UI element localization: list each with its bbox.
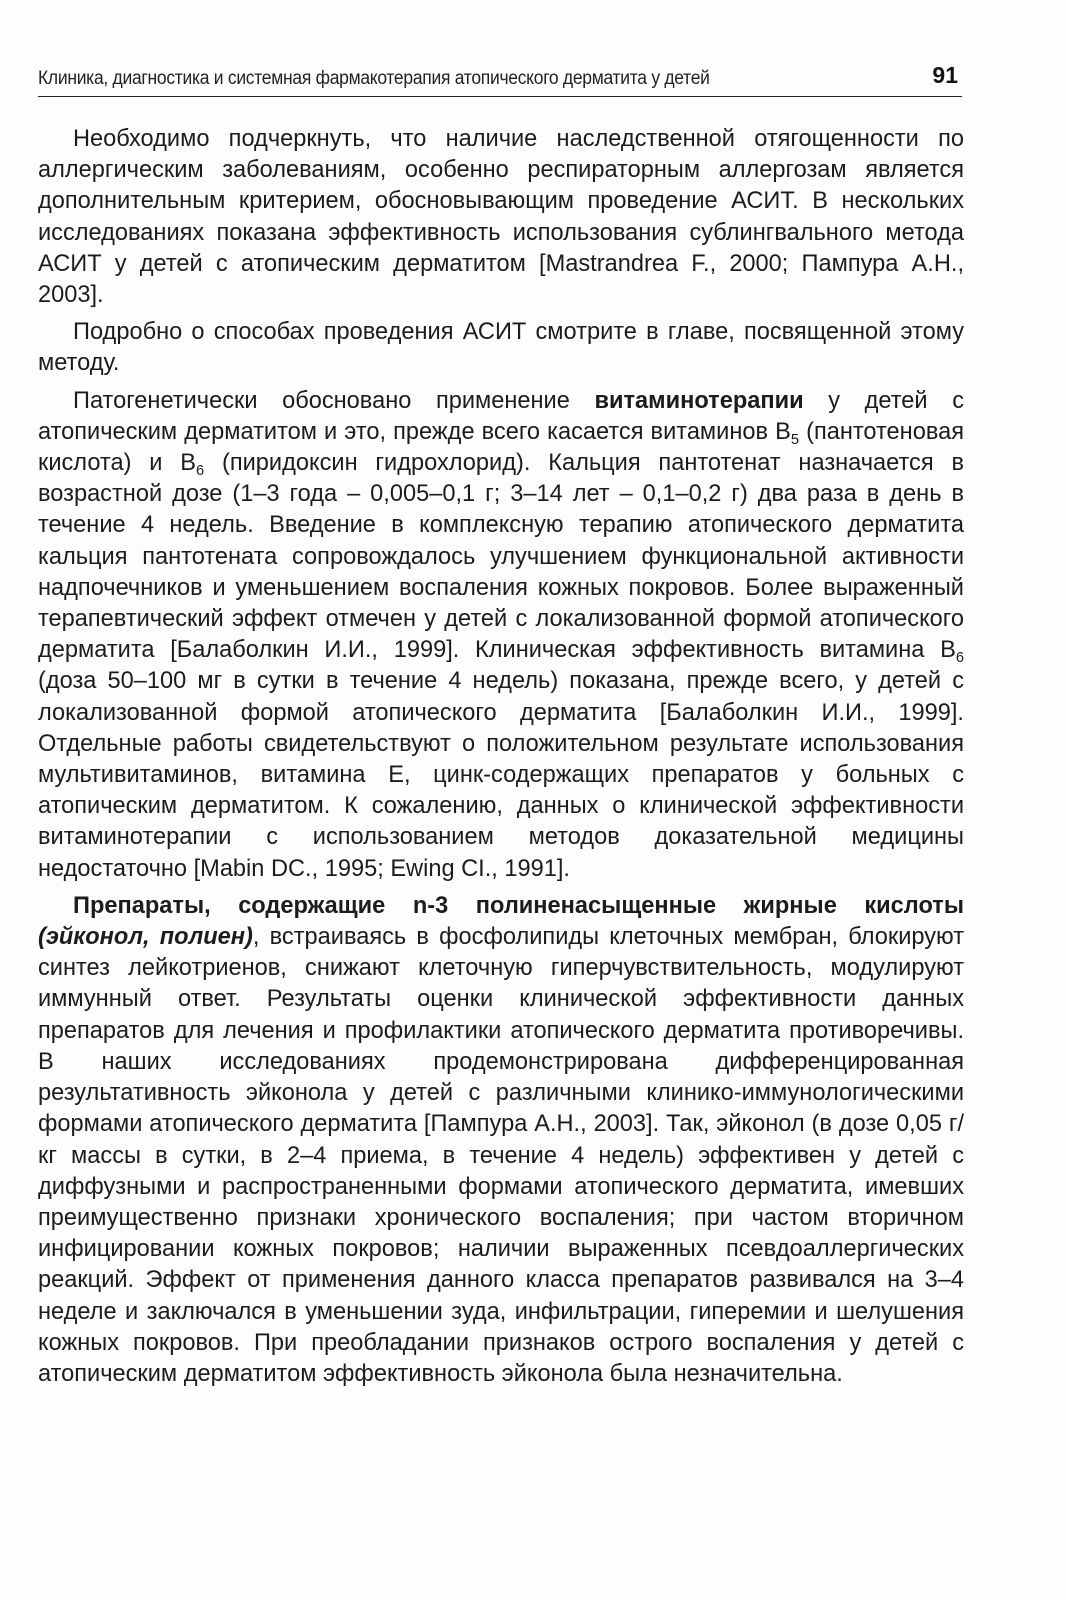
paragraph-vitamin-part3: (пиридоксин гидрохлорид). Кальция пантотенат назначается в возрастной дозе (1–3 года – 0,005–0,1 г; 3–14 лет – 0,1–0,2 г) два раза в день в течение 4 недель. Введение в комплексную терапию атопического дерматита кальция пантотената сопровождалось улучшением функциональной активности надпочечников и уменьшением воспаления кожных покровов. Более выраженный терапевтический эффект отмечен у детей с локализованной формой атопического дерматита [Балаболкин И.И., 1999]. Клиническая эффективность витамина B — [38, 450, 964, 664]
term-eikonol-polien: (эйконол, полиен) — [38, 924, 253, 951]
paragraph-vitamin-part4: (доза 50–100 мг в сутки в течение 4 недель) показана, прежде всего, у детей с локализованной формой атопического дерматита [Балаболкин И.И., 1999]. Отдельные работы свидетельствуют о положительном результате использования мультивитаминов, витамина Е, цинк-содержащих препаратов у больных с атопическим дерматитом. К сожалению, данных о клинической эффективности витаминотерапии с использованием методов доказательной медицины недостаточно [Mabin DC., 1995; Ewing CI., 1991]. — [38, 668, 964, 882]
subscript-b6: 6 — [196, 463, 205, 480]
paragraph-omega3-rest: , встраиваясь в фосфолипиды клеточных мембран, блокируют синтез лейкотриенов, снижают клеточную гиперчувствительность, модулируют иммунный ответ. Результаты оценки клинической эффективности данных препаратов для лечения и профилактики атопического дерматита противоречивы. В наших исследованиях продемонстрирована дифференцированная результативность эйконола у детей с различными клинико-иммунологическими формами атопического дерматита [Пампура А.Н., 2003]. Так, эйконол (в дозе 0,05 г/кг массы в сутки, в 2–4 приема, в течение 4 недель) эффективен у детей с диффузными и распространенными формами атопического дерматита, имевших преимущественно признаки хронического воспаления; при частом вторичном инфицировании кожных покровов; наличии выраженных псевдоаллергических реакций. Эффект от применения данного класса препаратов развивался на 3–4 неделе и заключался в уменьшении зуда, инфильтрации, гиперемии и шелушения кожных покровов. При преобладании признаков острого воспаления у детей с атопическим дерматитом эффективность эйконола была незначительна. — [38, 924, 965, 1387]
paragraph-asit-reference: Подробно о способах проведения АСИТ смотрите в главе, посвященной этому методу. — [38, 319, 964, 377]
body-text — [38, 124, 964, 1390]
paragraph-vitamin-part2: (пантотеновая кислота) и B — [38, 418, 964, 477]
subscript-b5: 5 — [790, 431, 799, 448]
subscript-b6-dose: 6 — [955, 650, 964, 667]
running-title: Клиника, диагностика и системная фармакотерапия атопического дерматита у детей — [38, 68, 710, 89]
term-omega3-drugs: Препараты, содержащие n-3 полиненасыщенные жирные кислоты — [73, 892, 964, 919]
term-vitamin-therapy: витаминотерапии — [594, 387, 804, 414]
paragraph-hereditary-burden: Необходимо подчеркнуть, что наличие наследственной отягощенности по аллергическим заболеваниям, особенно респираторным аллергозам является дополнительным критерием, обосновывающим проведение АСИТ. В нескольких исследованиях показана эффективность использования сублингвального метода АСИТ у детей с атопическим дерматитом [Mastrandrea F., 2000; Пампура А.Н., 2003]. — [38, 126, 964, 309]
paragraph-omega3 — [38, 891, 964, 1390]
paragraph-vitamin-intro: Патогенетически обосновано применение — [73, 387, 595, 414]
running-header — [38, 62, 962, 97]
page-number: 91 — [932, 62, 958, 88]
paragraph-vitamin-part1: у детей с атопическим дерматитом и это, прежде всего касается витаминов B — [38, 387, 964, 445]
paragraph-vitamin-therapy — [38, 386, 964, 885]
